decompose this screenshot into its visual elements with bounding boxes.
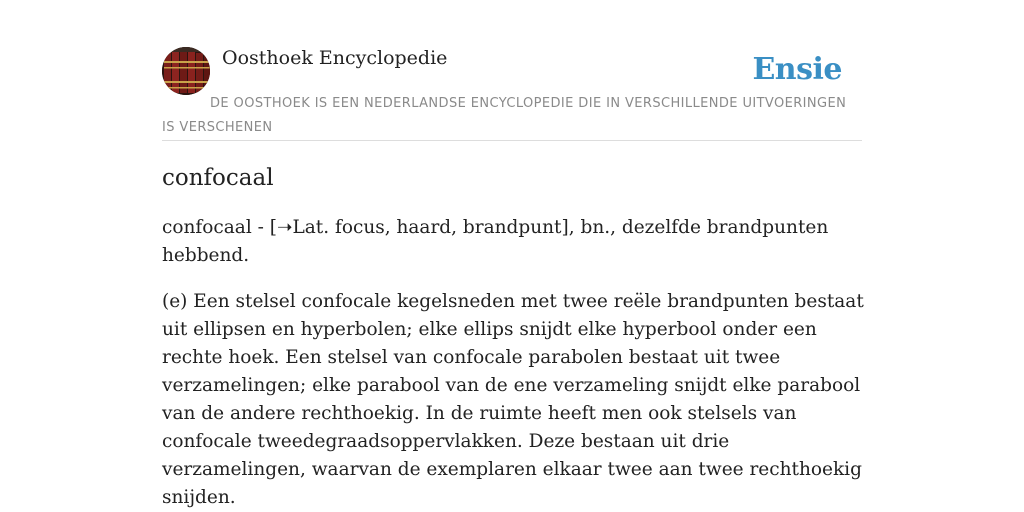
avatar[interactable] — [162, 47, 210, 95]
site-header — [162, 44, 862, 141]
entry-definition: confocaal - [➝Lat. focus, haard, brandpunt], bn., dezelfde brandpunten hebbend. — [162, 217, 829, 266]
entry-content — [162, 160, 872, 512]
book-spines-icon — [162, 47, 210, 95]
entry-title: confocaal — [162, 165, 274, 191]
entry-body: (e) Een stelsel confocale kegelsneden met twee reële brandpunten bestaat uit ellipsen en hyperbolen; elke ellips snijdt elke hyperbool onder een rechte hoek. Een stelsel van confocale parabolen bestaat uit twee verzamelingen; elke parabool van de ene verzameling snijdt elke parabool van de andere rechthoekig. In de ruimte heeft men ook stelsels van confocale tweedegraadsoppervlakken. Deze bestaan uit drie verzamelingen, waarvan de exemplaren elkaar twee aan twee rechthoekig snijden. — [162, 291, 864, 508]
ensie-logo-link[interactable]: Ensie — [752, 52, 842, 87]
site-name[interactable]: Oosthoek Encyclopedie — [222, 47, 448, 69]
site-tagline: DE OOSTHOEK IS EEN NEDERLANDSE ENCYCLOPEDIE DIE IN VERSCHILLENDE UITVOERINGEN IS VERSCHENEN — [162, 96, 847, 135]
